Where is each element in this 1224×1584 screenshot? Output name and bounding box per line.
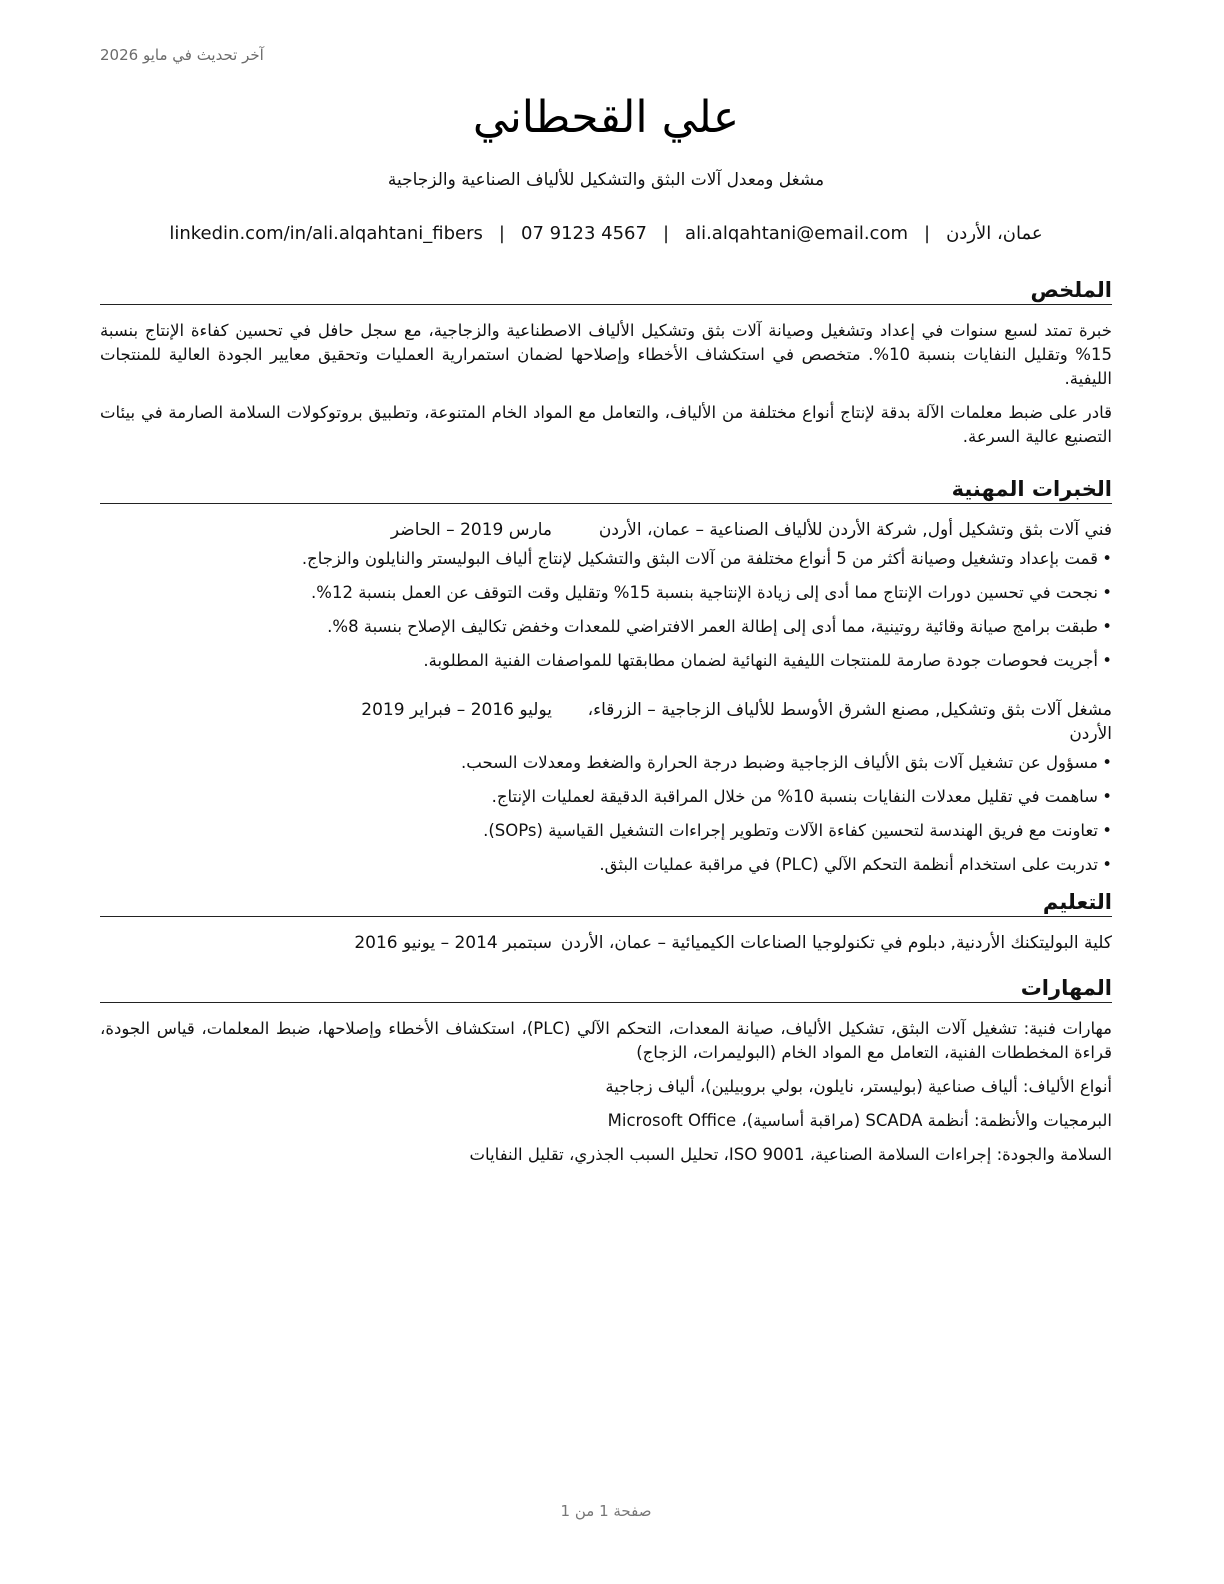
job-title-company: مشغل آلات بثق وتشكيل, مصنع الشرق الأوسط للألياف الزجاجية – الزرقاء، الأردن <box>587 700 1112 744</box>
education-title: كلية البوليتكنك الأردنية, دبلوم في تكنولوجيا الصناعات الكيميائية – عمان، الأردن <box>560 933 1112 953</box>
job-entry <box>100 698 1112 882</box>
job-header <box>100 698 1112 746</box>
education-entry <box>100 931 1112 955</box>
section-heading-summary: الملخص <box>100 277 1112 305</box>
section-heading-experience: الخبرات المهنية <box>100 476 1112 504</box>
job-title-company: فني آلات بثق وتشكيل أول, شركة الأردن للألياف الصناعية – عمان، الأردن <box>598 520 1112 540</box>
skills-line: أنواع الألياف: ألياف صناعية (بوليستر، نايلون، بولي بروبيلين)، ألياف زجاجية <box>605 1077 1112 1096</box>
job-bullet: • ساهمت في تقليل معدلات النفايات بنسبة 10% من خلال المراقبة الدقيقة لعمليات الإنتاج. <box>100 780 1098 814</box>
job-entry <box>100 518 1112 678</box>
job-bullets <box>100 542 1112 678</box>
job-bullets <box>100 746 1112 882</box>
contact-linkedin[interactable]: linkedin.com/in/ali.alqahtani_fibers <box>169 223 483 244</box>
education-section <box>100 889 1112 955</box>
contact-separator: | <box>498 223 505 244</box>
resume-page <box>100 0 1112 1584</box>
contact-separator: | <box>924 223 931 244</box>
job-bullet: • طبقت برامج صيانة وقائية روتينية، مما أدى إلى إطالة العمر الافتراضي للمعدات وخفض تكاليف الإصلاح بنسبة 8%. <box>100 610 1098 644</box>
contact-separator: | <box>662 223 670 244</box>
experience-section <box>100 476 1112 882</box>
skills-line: السلامة والجودة: إجراءات السلامة الصناعية، ISO 9001، تحليل السبب الجذري، تقليل النفايات <box>469 1145 1112 1164</box>
skills-line: البرمجيات والأنظمة: أنظمة SCADA (مراقبة أساسية)، Microsoft Office <box>607 1111 1112 1130</box>
candidate-name: علي القحطاني <box>472 92 740 143</box>
job-title: مشغل ومعدل آلات البثق والتشكيل للألياف الصناعية والزجاجية <box>387 170 825 190</box>
skills-line: مهارات فنية: تشغيل آلات البثق، تشكيل الألياف، صيانة المعدات، التحكم الآلي (PLC)، استكشاف الأخطاء وإصلاحها، ضبط المعلمات، قياس الجودة، قراءة المخططات الفنية، التعامل مع المواد الخام (البوليمرات، الزجاج) <box>100 1019 1112 1062</box>
summary-paragraph: خبرة تمتد لسبع سنوات في إعداد وتشغيل وصيانة آلات بثق وتشكيل الألياف الاصطناعية والزجاجية، مع سجل حافل في تحسين كفاءة الإنتاج بنسبة 15% وتقليل النفايات بنسبة 10%. متخصص في استكشاف الأخطاء وإصلاحها لضمان استمرارية العمليات وتحقيق معايير الجودة العالية للمنتجات الليفية. <box>100 321 1112 388</box>
education-dates: سبتمبر 2014 – يونيو 2016 <box>354 933 552 953</box>
job-dates: مارس 2019 – الحاضر <box>390 520 552 540</box>
last-updated: آخر تحديث في مايو 2026 <box>100 46 264 64</box>
job-dates: يوليو 2016 – فبراير 2019 <box>361 700 552 720</box>
summary-section <box>100 277 1112 449</box>
job-bullet: • أجريت فحوصات جودة صارمة للمنتجات الليفية النهائية لضمان مطابقتها للمواصفات الفنية المطلوبة. <box>100 644 1098 678</box>
contact-location: عمان، الأردن <box>946 223 1043 244</box>
contact-email[interactable]: ali.alqahtani@email.com <box>685 223 908 244</box>
contact-line <box>100 223 1112 244</box>
job-header <box>100 518 1112 542</box>
job-bullet: • قمت بإعداد وتشغيل وصيانة أكثر من 5 أنواع مختلفة من آلات البثق والتشكيل لإنتاج ألياف البوليستر والنايلون والزجاج. <box>100 542 1098 576</box>
section-heading-education: التعليم <box>100 889 1112 917</box>
section-heading-skills: المهارات <box>100 975 1112 1003</box>
contact-phone[interactable]: 07 9123 4567 <box>521 223 647 244</box>
job-bullet: • مسؤول عن تشغيل آلات بثق الألياف الزجاجية وضبط درجة الحرارة والضغط ومعدلات السحب. <box>100 746 1098 780</box>
job-bullet: • نجحت في تحسين دورات الإنتاج مما أدى إلى زيادة الإنتاجية بنسبة 15% وتقليل وقت التوقف عن العمل بنسبة 12%. <box>100 576 1098 610</box>
skills-section <box>100 975 1112 1167</box>
job-bullet: • تعاونت مع فريق الهندسة لتحسين كفاءة الآلات وتطوير إجراءات التشغيل القياسية (SOPs). <box>100 814 1098 848</box>
summary-paragraph: قادر على ضبط معلمات الآلة بدقة لإنتاج أنواع مختلفة من الألياف، والتعامل مع المواد الخام المتنوعة، وتطبيق بروتوكولات السلامة الصارمة في بيئات التصنيع عالية السرعة. <box>100 403 1112 446</box>
job-bullet: • تدربت على استخدام أنظمة التحكم الآلي (PLC) في مراقبة عمليات البثق. <box>100 848 1098 882</box>
page-number: صفحة 1 من 1 <box>560 1502 652 1520</box>
